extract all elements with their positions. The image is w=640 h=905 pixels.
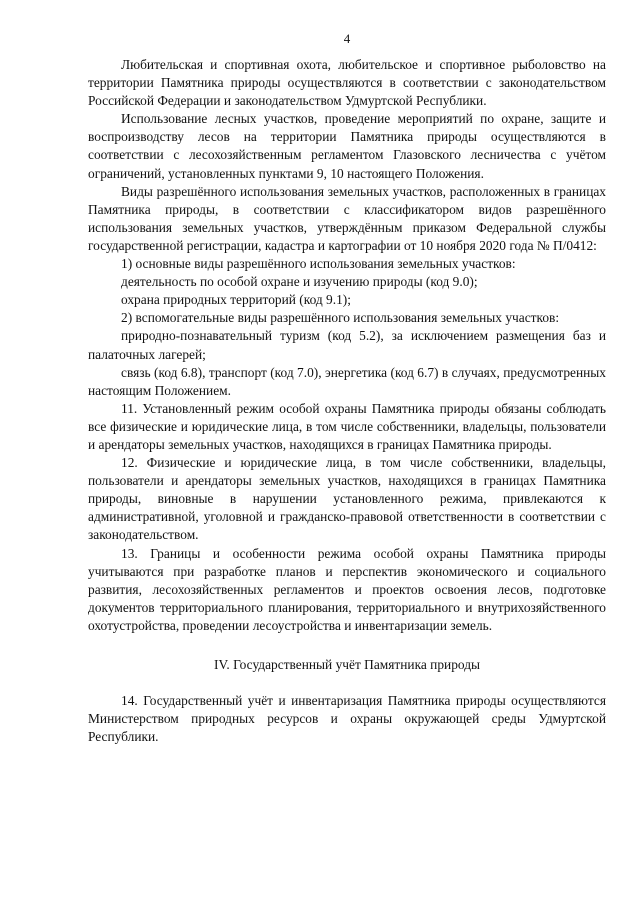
paragraph-forest-use: Использование лесных участков, проведение мероприятий по охране, защите и воспроизводству лесов на территории Памятника природы осуществляются в соответствии с лесохозяйственным регламентом Глазовского лесничества с учётом ограничений, установленных пунктами 9, 10 настоящего Положения. bbox=[88, 111, 606, 181]
paragraph-clause-13: 13. Границы и особенности режима особой охраны Памятника природы учитываются при разработке планов и перспектив экономического и социального развития, лесохозяйственных регламентов и проектов освоения лесов, подготовке документов территориального планирования, территориального и внутрихозяйственного охотустройства, проведении лесоустройства и инвентаризации земель. bbox=[88, 545, 606, 633]
paragraph-clause-12: 12. Физические и юридические лица, в том числе собственники, владельцы, пользователи и арендаторы земельных участков, находящихся в границах Памятника природы, виновные в нарушении установленного режима, привлекаются к административной, уголовной и гражданско-правовой ответственности в соответствии с законодательством. bbox=[88, 455, 606, 543]
paragraph-main-type-9-0: деятельность по особой охране и изучению природы (код 9.0); bbox=[121, 274, 478, 290]
paragraph-land-use-types: Виды разрешённого использования земельных участков, расположенных в границах Памятника природы, в соответствии с классификатором видов разрешённого использования земельных участков, утверждённым приказом Федеральной службы государственной регистрации, кадастра и картографии от 10 ноября 2020 года № П/0412: bbox=[88, 183, 606, 253]
section-heading: IV. Государственный учёт Памятника природы bbox=[213, 657, 481, 672]
paragraph-clause-11: 11. Установленный режим особой охраны Памятника природы обязаны соблюдать все физические и юридические лица, в том числе собственники, владельцы, пользователи и арендаторы земельных участков, находящихся в границах Памятника природы. bbox=[88, 400, 606, 452]
paragraph-auxiliary-type-communications: связь (код 6.8), транспорт (код 7.0), энергетика (код 6.7) в случаях, предусмотренных настоящим Положением. bbox=[88, 364, 606, 398]
page-number: 4 bbox=[343, 31, 351, 46]
paragraph-main-types-heading: 1) основные виды разрешённого использования земельных участков: bbox=[121, 256, 516, 272]
paragraph-auxiliary-type-5-2: природно-познавательный туризм (код 5.2), за исключением размещения баз и палаточных лагерей; bbox=[88, 328, 606, 362]
paragraph-auxiliary-types-heading: 2) вспомогательные виды разрешённого использования земельных участков: bbox=[121, 310, 560, 326]
document-page bbox=[88, 30, 606, 746]
paragraph-clause-14: 14. Государственный учёт и инвентаризация Памятника природы осуществляются Министерством природных ресурсов и охраны окружающей среды Удмуртской Республики. bbox=[88, 693, 606, 745]
paragraph-hunting-fishing: Любительская и спортивная охота, любительское и спортивное рыболовство на территории Памятника природы осуществляются в соответствии с законодательством Российской Федерации и законодательством Удмуртской Республики. bbox=[88, 57, 606, 109]
paragraph-main-type-9-1: охрана природных территорий (код 9.1); bbox=[121, 292, 351, 308]
